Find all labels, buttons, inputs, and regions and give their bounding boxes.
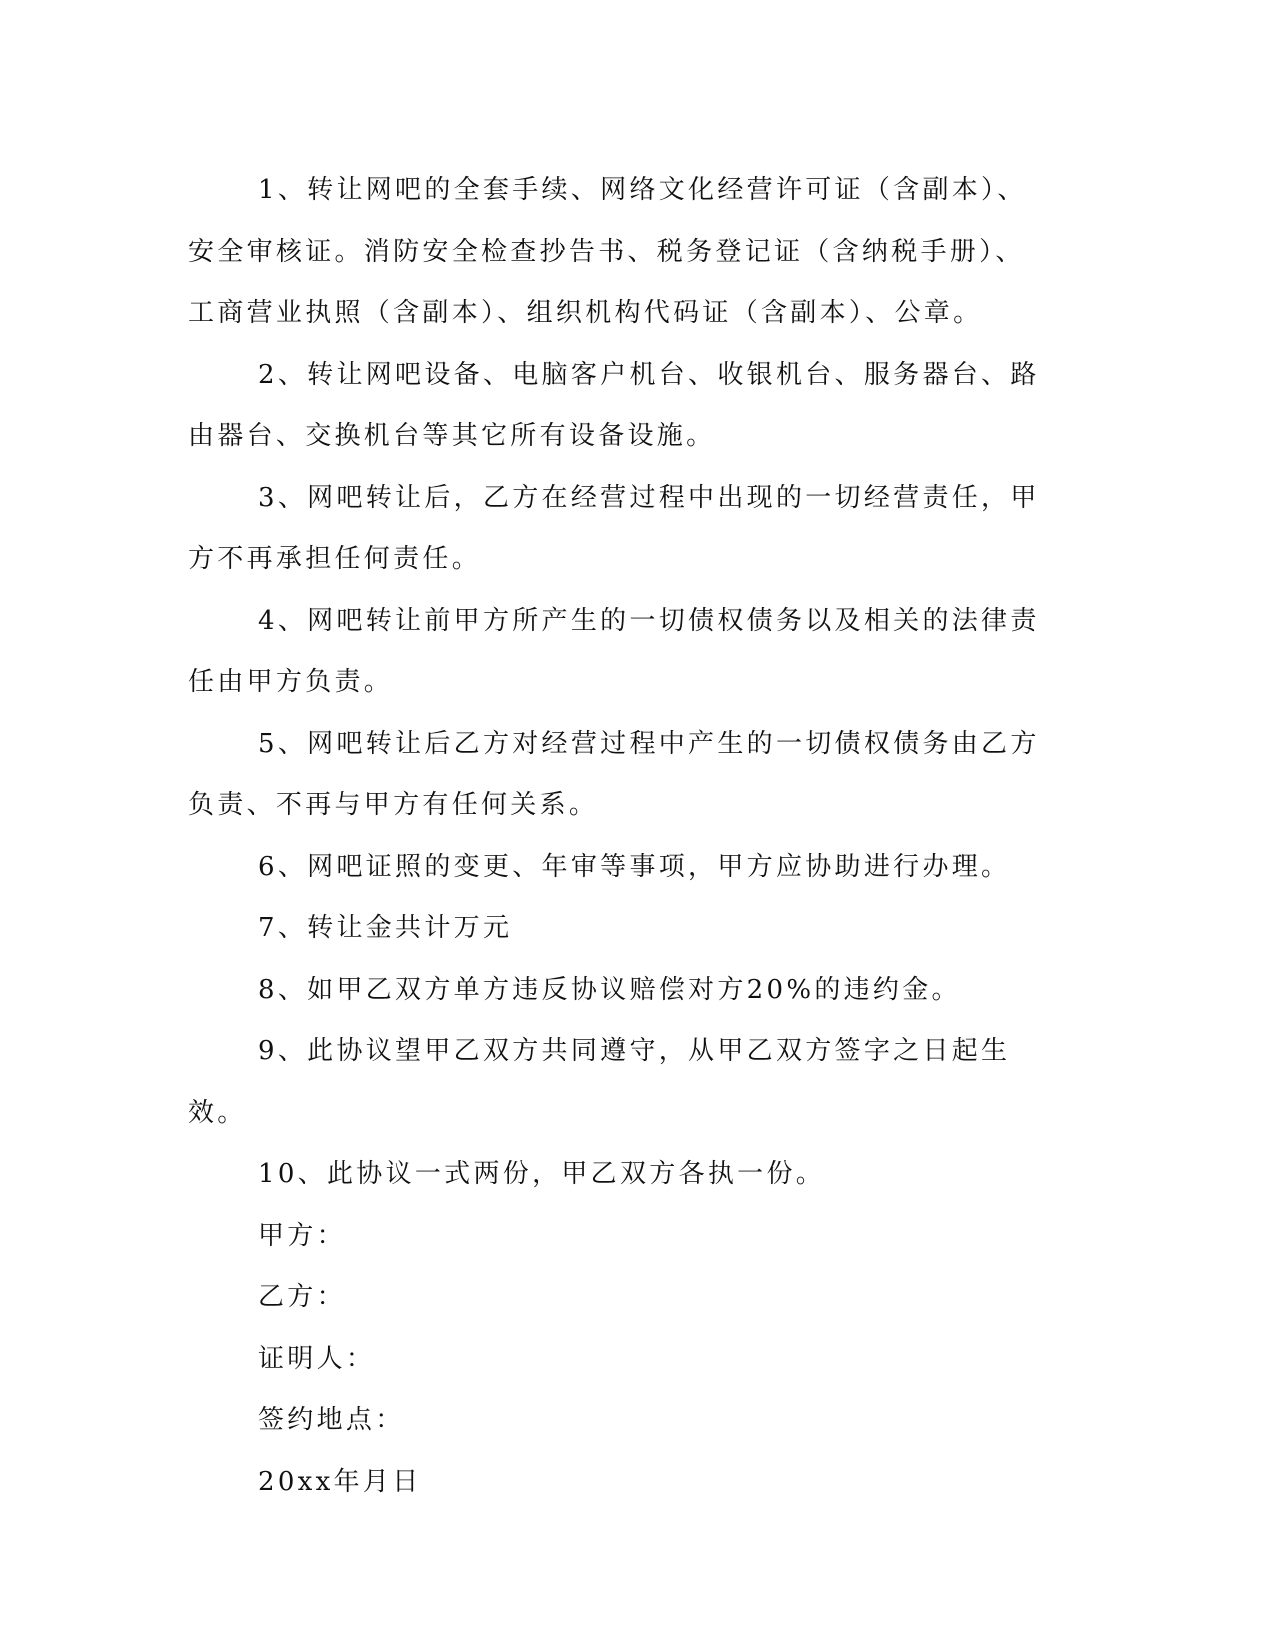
clause-2: 2、转让网吧设备、电脑客户机台、收银机台、服务器台、路由器台、交换机台等其它所有设备设施。 [188,359,1040,451]
clause-8: 8、如甲乙双方单方违反协议赔偿对方20%的违约金。 [258,974,961,1005]
clause-3: 3、网吧转让后，乙方在经营过程中出现的一切经营责任，甲方不再承担任何责任。 [188,482,1040,574]
clause-9: 9、此协议望甲乙双方共同遵守，从甲乙双方签字之日起生效。 [188,1036,1011,1128]
agreement-body [188,160,1052,1513]
signing-location-line: 签约地点： [258,1405,405,1435]
signing-date-line: 20xx年月日 [258,1466,422,1497]
clause-6: 6、网吧证照的变更、年审等事项，甲方应协助进行办理。 [258,851,1011,882]
clause-10: 10、此协议一式两份，甲乙双方各执一份。 [258,1159,826,1189]
party-b-signature-line: 乙方： [258,1282,346,1312]
clause-4: 4、网吧转让前甲方所产生的一切债权债务以及相关的法律责任由甲方负责。 [188,605,1040,697]
clause-1: 1、转让网吧的全套手续、网络文化经营许可证（含副本）、安全审核证。消防安全检查抄告书、税务登记证（含纳税手册）、工商营业执照（含副本）、组织机构代码证（含副本）、公章。 [188,175,1027,328]
clause-7: 7、转让金共计万元 [258,913,513,943]
party-a-signature-line: 甲方： [258,1220,346,1251]
clause-5: 5、网吧转让后乙方对经营过程中产生的一切债权债务由乙方负责、不再与甲方有任何关系。 [188,728,1040,820]
witness-signature-line: 证明人： [258,1343,376,1374]
